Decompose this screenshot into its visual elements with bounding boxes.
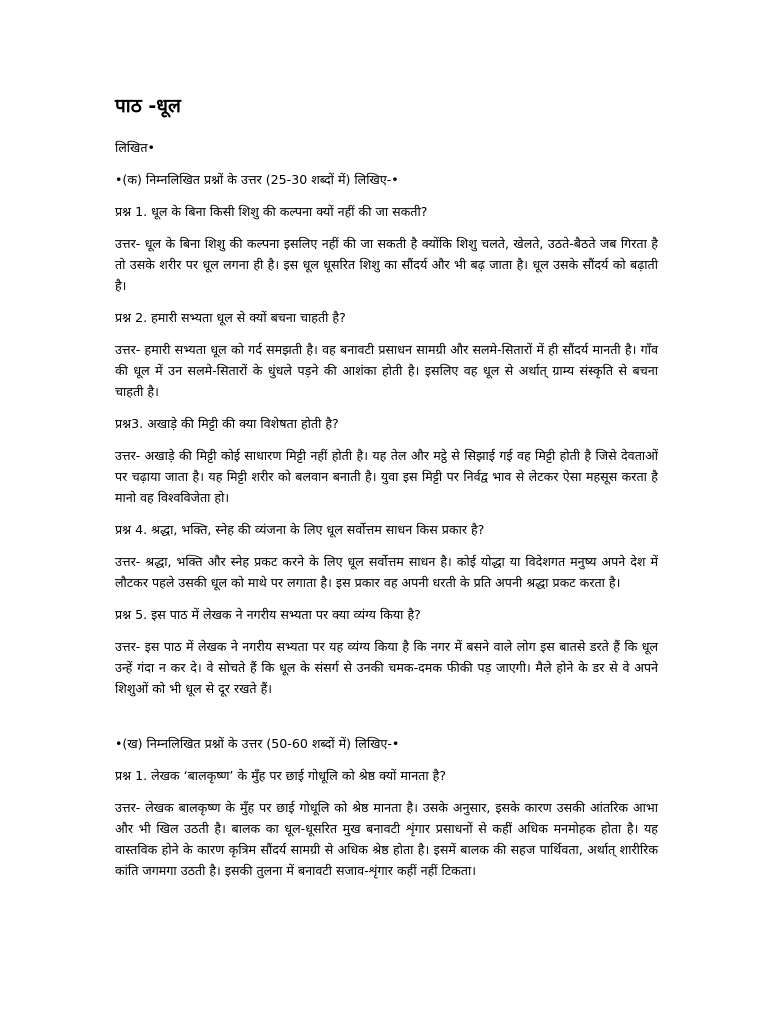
- question-1: प्रश्न 1. धूल के बिना किसी शिशु की कल्पना क्यों नहीं की जा सकती?: [115, 203, 428, 219]
- question-5: प्रश्न 5. इस पाठ में लेखक ने नगरीय सभ्यता पर क्या व्यंग्य किया है?: [115, 606, 421, 622]
- answer-3: उत्तर- अखाड़े की मिट्टी कोई साधारण मिट्टी नहीं होती है। यह तेल और मट्ठे से सिझाई गई वह मिट्टी होती है जिसे देवताओं पर चढ़ाया जाता है। यह मिट्टी शरीर को बलवान बनाती है। युवा इस मिट्टी पर निर्वद्व भाव से लेटकर ऐसा महसूस करता है मानो वह विश्वविजेता हो।: [115, 447, 658, 505]
- section-b-answer-1: उत्तर- लेखक बालकृष्ण के मुँह पर छाई गोधूलि को श्रेष्ठ मानता है। उसके अनुसार, इसके कारण उसकी आंतरिक आभा और भी खिल उठती है। बालक का धूल-धूसरित मुख बनावटी शृंगार प्रसाधनों से कहीं अधिक मनमोहक होता है। यह वास्तविक होने के कारण कृत्रिम सौंदर्य सामग्री से अधिक श्रेष्ठ होता है। इसमें बालक की सहज पार्थिवता, अर्थात् शारीरिक कांति जगमगा उठती है। इसकी तुलना में बनावटी सजाव-शृंगार कहीं नहीं टिकता।: [115, 799, 658, 878]
- answer-1: उत्तर- धूल के बिना शिशु की कल्पना इसलिए नहीं की जा सकती है क्योंकि शिशु चलते, खेलते, उठते-बैठते जब गिरता है तो उसके शरीर पर धूल लगना ही है। इस धूल धूसरित शिशु का सौंदर्य और भी बढ़ जाता है। धूल उसके सौंदर्य को बढ़ाती है।: [115, 235, 658, 293]
- answer-2: उत्तर- हमारी सभ्यता धूल को गर्द समझती है। वह बनावटी प्रसाधन सामग्री और सलमे-सितारों में ही सौंदर्य मानती है। गाँव की धूल में उन सलमे-सितारों के धुंधले पड़ने की आशंका होती है। इसलिए वह धूल से अर्थात् ग्राम्य संस्कृति से बचना चाहती है।: [115, 341, 658, 399]
- lesson-title: पाठ -धूल: [115, 95, 181, 117]
- section-b-question-1: प्रश्न 1. लेखक ‘बालकृष्ण’ के मुँह पर छाई गोधूलि को श्रेष्ठ क्यों मानता है?: [115, 767, 446, 783]
- answer-5: उत्तर- इस पाठ में लेखक ने नगरीय सभ्यता पर यह व्यंग्य किया है कि नगर में बसने वाले लोग इस बातसे डरते हैं कि धूल उन्हें गंदा न कर दे। वे सोचते हैं कि धूल के संसर्ग से उनकी चमक-दमक फीकी पड़ जाएगी। मैले होने के डर से वे अपने शिशुओं को भी धूल से दूर रखते हैं।: [115, 638, 658, 696]
- lesson-subtitle: लिखित•: [115, 139, 155, 155]
- question-3: प्रश्न3. अखाड़े की मिट्टी की क्या विशेषता होती है?: [115, 415, 339, 431]
- answer-4: उत्तर- श्रद्धा, भक्ति और स्नेह प्रकट करने के लिए धूल सर्वोत्तम साधन है। कोई योद्धा या विदेशगत मनुष्य अपने देश में लौटकर पहले उसकी धूल को माथे पर लगाता है। इस प्रकार वह अपनी धरती के प्रति अपनी श्रद्धा प्रकट करता है।: [115, 553, 658, 590]
- question-2: प्रश्न 2. हमारी सभ्यता धूल से क्यों बचना चाहती है?: [115, 309, 346, 325]
- section-a-heading: •(क) निम्नलिखित प्रश्नों के उत्तर (25-30 शब्दों में) लिखिए-•: [115, 171, 399, 187]
- section-b-heading: •(ख) निम्नलिखित प्रश्नों के उत्तर (50-60 शब्दों में) लिखिए-•: [115, 735, 400, 751]
- question-4: प्रश्न 4. श्रद्धा, भक्ति, स्नेह की व्यंजना के लिए धूल सर्वोत्तम साधन किस प्रकार है?: [115, 521, 485, 537]
